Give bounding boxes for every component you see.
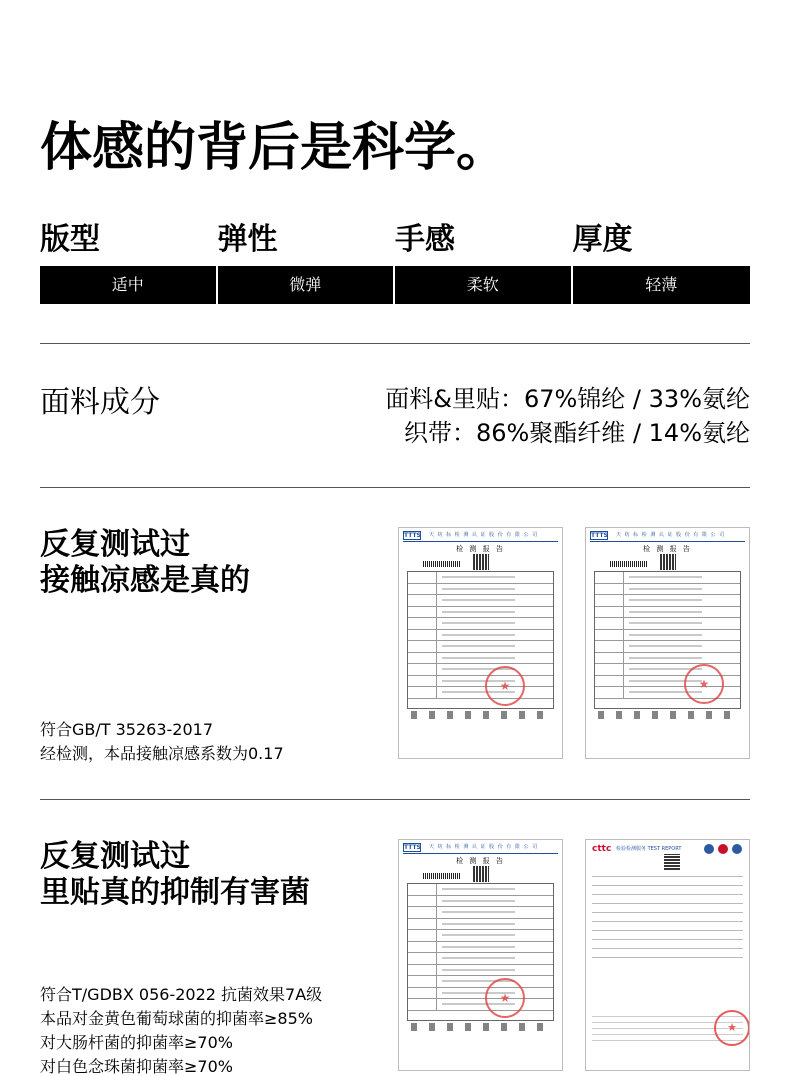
report-company: 天 纺 标 检 测 认 证 股 份 有 限 公 司: [616, 532, 726, 538]
red-seal-icon: [714, 1010, 750, 1046]
antibacterial-title: [40, 839, 310, 911]
red-seal-icon: [485, 666, 525, 706]
report-logo: TTTS: [404, 844, 421, 851]
certification-badge-icon: [718, 844, 728, 854]
attribute-value: 柔软: [395, 266, 571, 304]
attribute-label: 版型: [40, 222, 100, 257]
cooling-title: [40, 527, 250, 599]
attribute-value: 微弹: [218, 266, 394, 304]
signature-image: [411, 711, 550, 719]
attribute-value: 轻薄: [573, 266, 751, 304]
report-title: 检 测 报 告: [456, 545, 505, 553]
test-report-image: [585, 527, 750, 759]
cooling-title-line: 反复测试过: [40, 527, 190, 562]
report-lines: [592, 876, 743, 966]
section-divider: [40, 343, 750, 344]
page-headline: 体感的背后是科学。: [40, 118, 509, 178]
report-logo: TTTS: [404, 532, 421, 539]
barcode-icon: [423, 561, 461, 567]
signature-image: [598, 711, 737, 719]
cttc-test-report-image: [585, 839, 750, 1071]
attribute-hand-feel: [395, 220, 573, 304]
red-seal-icon: [485, 978, 525, 1018]
signature-image: [411, 1023, 550, 1031]
attribute-value: 适中: [40, 266, 216, 304]
attribute-elasticity: [218, 220, 396, 304]
attribute-row: [40, 220, 750, 304]
qr-code-icon: [473, 554, 489, 570]
fabric-line-main: 面料&里贴：67%锦纶 / 33%氨纶: [385, 385, 750, 413]
report-title: 检 测 报 告: [643, 545, 692, 553]
certification-badge-icon: [704, 844, 714, 854]
report-table: [407, 571, 554, 709]
fabric-line-band: 织带：86%聚酯纤维 / 14%氨纶: [403, 419, 750, 447]
test-report-image: [398, 527, 563, 759]
attribute-fit: [40, 220, 218, 304]
antibacterial-desc-line: 对大肠杆菌的抑菌率≥70%: [40, 1033, 233, 1052]
antibacterial-title-line: 反复测试过: [40, 839, 190, 874]
section-divider: [40, 799, 750, 800]
antibacterial-description: [40, 983, 322, 1076]
fabric-composition: [385, 382, 750, 450]
report-logo: TTTS: [591, 532, 608, 539]
antibacterial-desc-line: 对白色念珠菌抑菌率≥70%: [40, 1057, 233, 1076]
barcode-icon: [610, 561, 648, 567]
barcode-icon: [423, 873, 461, 879]
report-company: 天 纺 标 检 测 认 证 股 份 有 限 公 司: [429, 844, 539, 850]
attribute-label: 手感: [395, 222, 455, 257]
qr-code-icon: [664, 854, 680, 870]
cooling-description: [40, 718, 284, 766]
test-report-image: [398, 839, 563, 1071]
attribute-label: 弹性: [217, 222, 278, 257]
cttc-name: 检验检测服务 TEST REPORT: [616, 846, 682, 852]
antibacterial-desc-line: 本品对金黄色葡萄球菌的抑菌率≥85%: [40, 1009, 313, 1028]
attribute-thickness: [573, 220, 751, 304]
qr-code-icon: [473, 866, 489, 882]
antibacterial-desc-line: 符合T/GDBX 056-2022 抗菌效果7A级: [40, 985, 323, 1004]
cooling-desc-line: 符合GB/T 35263-2017: [40, 720, 214, 739]
certification-badge-icon: [732, 844, 742, 854]
report-title: 检 测 报 告: [456, 857, 505, 865]
red-seal-icon: [684, 664, 724, 704]
antibacterial-title-line: 里贴真的抑制有害菌: [40, 875, 310, 910]
report-table: [407, 883, 554, 1021]
report-company: 天 纺 标 检 测 认 证 股 份 有 限 公 司: [429, 532, 539, 538]
cooling-desc-line: 经检测，本品接触凉感系数为0.17: [40, 744, 284, 763]
cooling-title-line: 接触凉感是真的: [40, 563, 250, 598]
section-divider: [40, 487, 750, 488]
attribute-label: 厚度: [572, 222, 633, 257]
cttc-logo: cttc: [592, 844, 612, 854]
fabric-title: 面料成分: [40, 385, 160, 420]
qr-code-icon: [660, 554, 676, 570]
